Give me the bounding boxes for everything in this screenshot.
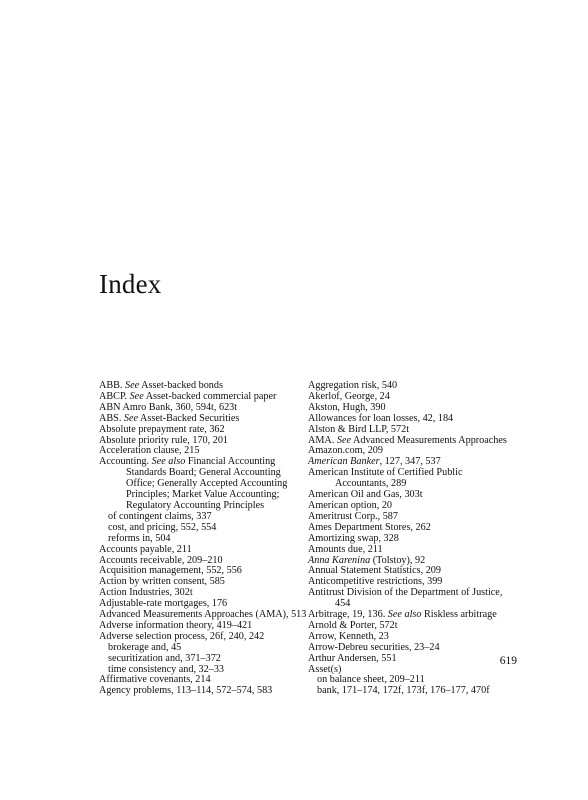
index-entry-text: reforms in, 504 bbox=[108, 532, 171, 544]
index-entry-italic: See also bbox=[151, 456, 186, 468]
index-entry-text: Allowances for loan losses, 42, 184 bbox=[308, 412, 454, 424]
index-entry-text: American Oil and Gas, 303t bbox=[308, 489, 423, 501]
index-entry-text: Accountants, 289 bbox=[335, 478, 407, 490]
index-entry-italic: See bbox=[129, 390, 144, 402]
index-entry-text: Agency problems, 113–114, 572–574, 583 bbox=[99, 685, 273, 697]
index-entry-text: Annual Statement Statistics, 209 bbox=[308, 565, 441, 577]
index-entry-text: Accounting. bbox=[99, 456, 152, 468]
index-entry-text: Asset(s) bbox=[308, 663, 342, 675]
index-entry-italic: See bbox=[336, 434, 352, 446]
index-entry-text: ABS. bbox=[99, 412, 124, 424]
index-entry-text-tail: Financial Accounting bbox=[185, 456, 276, 468]
index-entry-text: Arnold & Porter, 572t bbox=[308, 619, 398, 631]
index-entry-text: securitization and, 371–372 bbox=[108, 652, 221, 664]
index-entry-text: Accounts payable, 211 bbox=[99, 543, 192, 555]
index-entry-text: Absolute prepayment rate, 362 bbox=[99, 423, 225, 435]
index-entry-text: Arbitrage, 19, 136. bbox=[308, 609, 388, 621]
index-entry-text: AMA. bbox=[308, 434, 337, 446]
index-entry-text: Acceleration clause, 215 bbox=[99, 445, 200, 457]
index-entry-text: Akerlof, George, 24 bbox=[308, 390, 390, 402]
index-entry-text: ABN Amro Bank, 360, 594t, 623t bbox=[99, 401, 238, 413]
index-entry-text: Acquisition management, 552, 556 bbox=[99, 565, 242, 577]
index-entry-text: cost, and pricing, 552, 554 bbox=[108, 521, 217, 533]
index-entry-text: American option, 20 bbox=[308, 499, 393, 511]
index-entry-text: Ames Department Stores, 262 bbox=[308, 521, 431, 533]
index-entry-text: Adverse selection process, 26f, 240, 242 bbox=[99, 630, 265, 642]
index-entry-text: time consistency and, 32–33 bbox=[108, 663, 225, 675]
index-entry-text: brokerage and, 45 bbox=[108, 641, 182, 653]
index-entry-text: Principles; Market Value Accounting; bbox=[126, 489, 280, 501]
page-title: Index bbox=[99, 269, 162, 299]
index-column-left bbox=[99, 380, 307, 697]
index-entry-text: ABCP. bbox=[99, 390, 130, 402]
index-entry-italic: Anna Karenina bbox=[308, 554, 371, 566]
index-entry-text: Regulatory Accounting Principles bbox=[126, 499, 265, 511]
page-number: 619 bbox=[499, 655, 517, 667]
index-entry-text: Arrow-Debreu securities, 23–24 bbox=[308, 641, 440, 653]
index-entry-text: Adverse information theory, 419–421 bbox=[99, 619, 253, 631]
index-entry-text: bank, 171–174, 172f, 173f, 176–177, 470f bbox=[317, 685, 490, 697]
index-entry-text: Ameritrust Corp., 587 bbox=[308, 510, 398, 522]
index-entry-text: Aggregation risk, 540 bbox=[308, 380, 398, 391]
index-entry-text-tail: , 127, 347, 537 bbox=[379, 456, 441, 468]
index-entry-text: Adjustable-rate mortgages, 176 bbox=[99, 598, 228, 610]
index-entry-text: Office; Generally Accepted Accounting bbox=[126, 478, 288, 490]
index-entry-text: Amortizing swap, 328 bbox=[308, 532, 399, 544]
index-entry-text: Akston, Hugh, 390 bbox=[308, 401, 386, 413]
index-entry bbox=[308, 686, 533, 697]
index-entry-text-tail: Riskless arbitrage bbox=[421, 609, 497, 621]
index-entry-text: Anticompetitive restrictions, 399 bbox=[308, 576, 443, 588]
index-entry-text: Absolute priority rule, 170, 201 bbox=[99, 434, 229, 446]
index-entry bbox=[99, 686, 304, 697]
index-entry-text: Arthur Andersen, 551 bbox=[308, 652, 397, 664]
index-entry-text: Antitrust Division of the Department of Justice, bbox=[308, 587, 503, 599]
index-entry-text: 454 bbox=[335, 598, 351, 610]
index-entry-italic: See also bbox=[387, 609, 422, 621]
index-entry-text: Amounts due, 211 bbox=[308, 543, 383, 555]
index-entry-italic: See bbox=[125, 380, 140, 391]
index-entry-italic: American Banker bbox=[308, 456, 380, 468]
index-entry-italic: See bbox=[123, 412, 139, 424]
index-entry-text: of contingent claims, 337 bbox=[108, 510, 212, 522]
index-entry-text: Alston & Bird LLP, 572t bbox=[308, 423, 410, 435]
index-entry-text: Amazon.com, 209 bbox=[308, 445, 383, 457]
index-entry-text: ABB. bbox=[99, 380, 126, 391]
index-entry-text-tail: Asset-backed commercial paper bbox=[143, 390, 277, 402]
index-column-right bbox=[308, 381, 533, 697]
index-entry-text: on balance sheet, 209–211 bbox=[317, 674, 425, 686]
index-entry-text-tail: Asset-Backed Securities bbox=[138, 412, 240, 424]
index-entry-text: Advanced Measurements Approaches (AMA), 513 bbox=[99, 609, 307, 621]
index-entry-text-tail: Asset-backed bonds bbox=[139, 380, 223, 391]
index-entry-text: Standards Board; General Accounting bbox=[126, 467, 281, 479]
index-entry-text-tail: (Tolstoy), 92 bbox=[370, 554, 426, 566]
index-entry-text: Affirmative covenants, 214 bbox=[99, 674, 211, 686]
index-entry-text: Action by written consent, 585 bbox=[99, 576, 225, 588]
index-entry-text: American Institute of Certified Public bbox=[308, 467, 463, 479]
index-entry-text: Action Industries, 302t bbox=[99, 587, 193, 599]
index-entry-text-tail: Advanced Measurements Approaches bbox=[351, 434, 507, 446]
index-entry-text: Arrow, Kenneth, 23 bbox=[308, 630, 389, 642]
index-entry-text: Accounts receivable, 209–210 bbox=[99, 554, 223, 566]
